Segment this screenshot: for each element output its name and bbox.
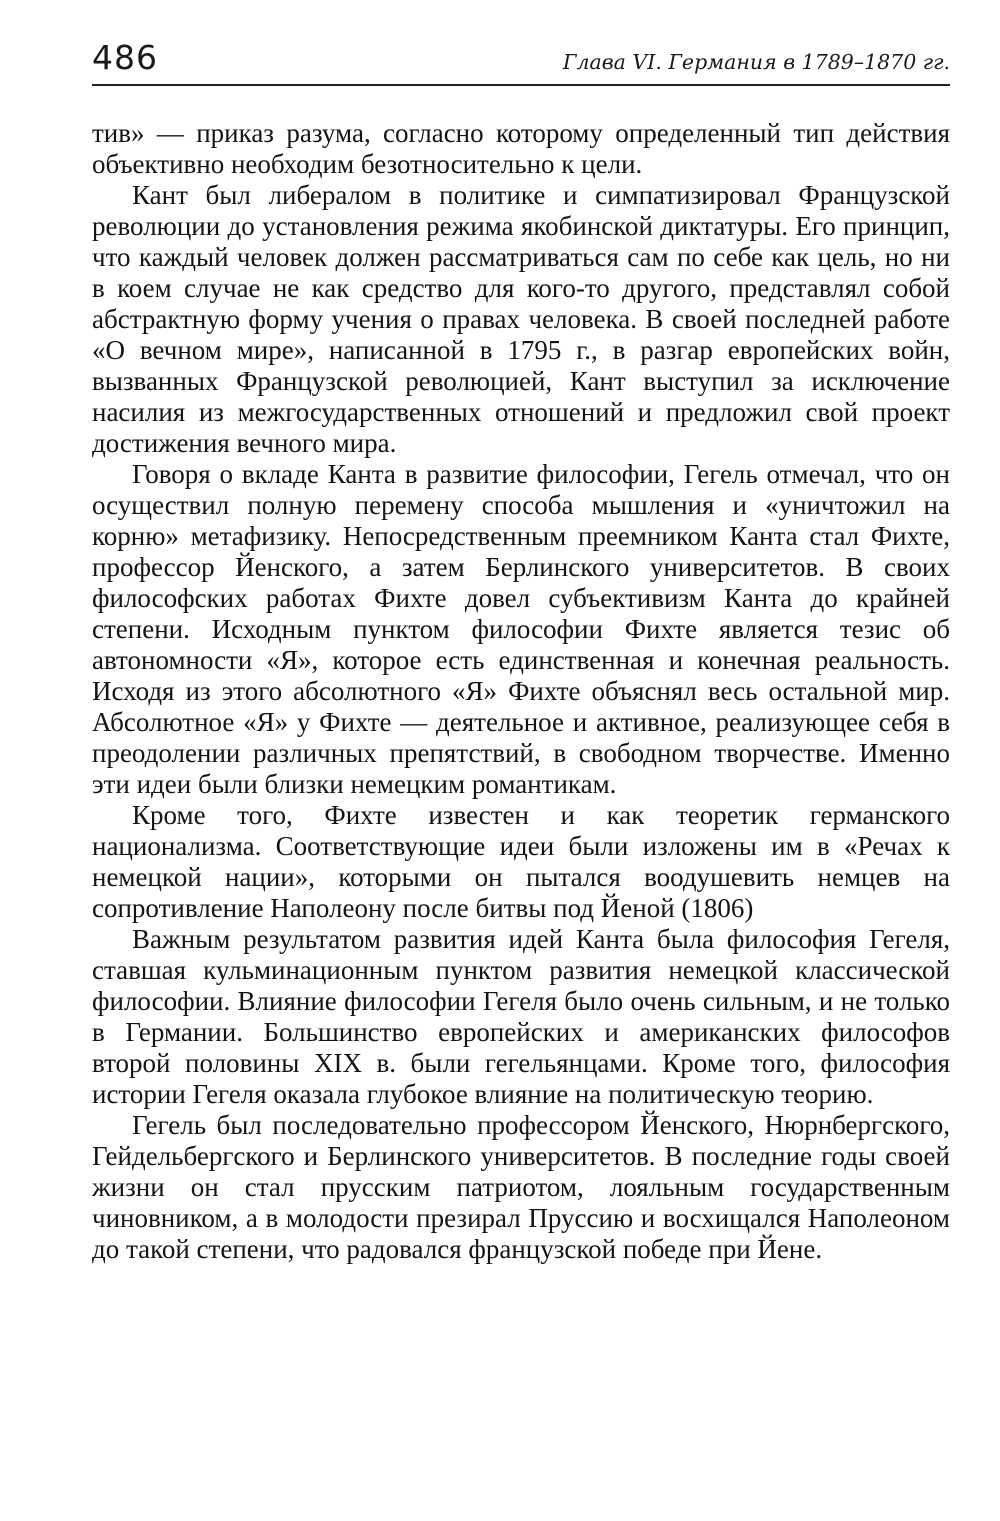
- page-number: 486: [92, 38, 158, 77]
- body-text: [92, 118, 950, 1265]
- paragraph-fichte: Говоря о вкладе Канта в развитие философии, Гегель отмечал, что он осуществил полную перемену способа мышления и «уничтожил на корню» метафизику. Непосредственным преемником Канта стал Фихте, профессор Йенского, а затем Берлинского университетов. В своих философских работах Фихте довел субъективизм Канта до крайней степени. Исходным пунктом философии Фихте является тезис об автономности «Я», которое есть единственная и конечная реальность. Исходя из этого абсолютного «Я» Фихте объяснял весь остальной мир. Абсолютное «Я» у Фихте — деятельное и активное, реализующее себя в преодолении различных препятствий, в свободном творчестве. Именно эти идеи были близки немецким романтикам.: [92, 459, 950, 799]
- paragraph-hegel-career: Гегель был последовательно профессором Йенского, Нюрнбергского, Гейдельбергского и Берлинского университетов. В последние годы своей жизни он стал прусским патриотом, лояльным государственным чиновником, а в молодости презирал Пруссию и восхищался Наполеоном до такой степени, что радовался французской победе при Йене.: [92, 1110, 950, 1264]
- chapter-title: Глава VI. Германия в 1789–1870 гг.: [562, 50, 950, 74]
- running-header: [92, 34, 950, 86]
- paragraph-kant-liberalism: Кант был либералом в политике и симпатизировал Французской революции до установления режима якобинской диктатуры. Его принцип, что каждый человек должен рассматриваться сам по себе как цель, но ни в коем случае не как средство для кого-то другого, представлял собой абстрактную форму учения о правах человека. В своей последней работе «О вечном мире», написанной в 1795 г., в разгар европейских войн, вызванных Французской революцией, Кант выступил за исключение насилия из межгосударственных отношений и предложил свой проект достижения вечного мира.: [92, 180, 950, 458]
- paragraph-continuation: тив» — приказ разума, согласно которому определенный тип действия объективно необходим безотносительно к цели.: [92, 118, 950, 179]
- paragraph-hegel-philosophy: Важным результатом развития идей Канта была философия Гегеля, ставшая кульминационным пунктом развития немецкой классической философии. Влияние философии Гегеля было очень сильным, и не только в Германии. Большинство европейских и американских философов второй половины XIX в. были гегельянцами. Кроме того, философия истории Гегеля оказала глубокое влияние на политическую теорию.: [92, 924, 950, 1109]
- paragraph-fichte-nationalism: Кроме того, Фихте известен и как теоретик германского национализма. Соответствующие идеи были изложены им в «Речах к немецкой нации», которыми он пытался воодушевить немцев на сопротивление Наполеону после битвы под Йеной (1806): [92, 800, 950, 923]
